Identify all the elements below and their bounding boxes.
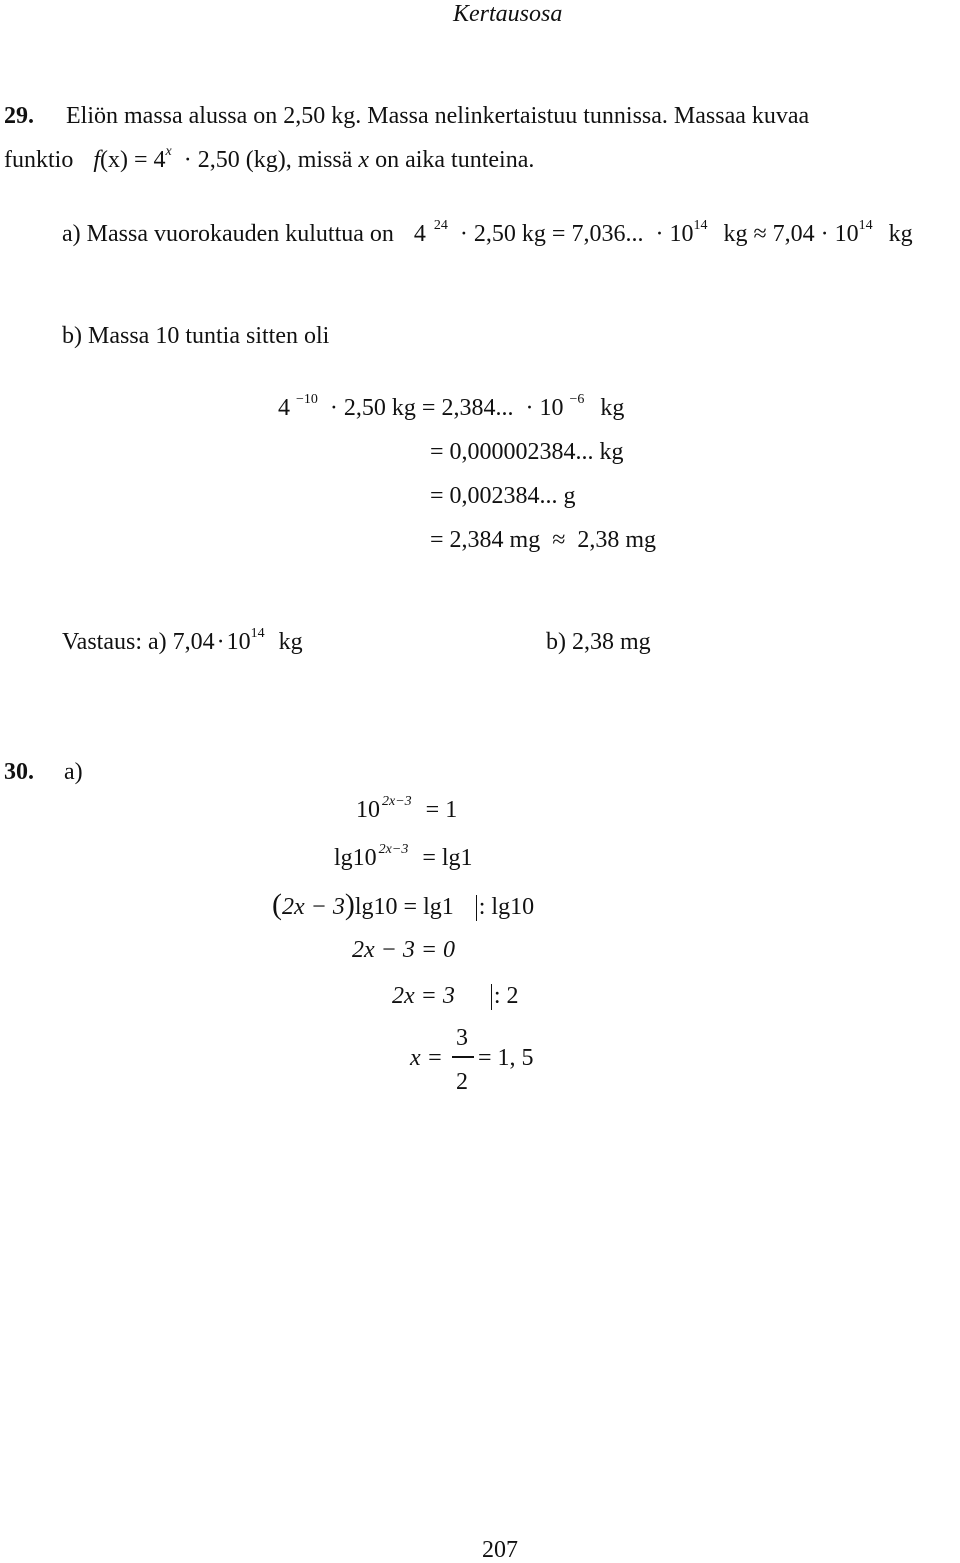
problem-29-line1: Eliön massa alussa on 2,50 kg. Massa nelinkertaistuu tunnissa. Massaa kuvaa: [66, 103, 810, 129]
function-f: f: [93, 147, 100, 173]
cdot: ·: [459, 221, 468, 247]
p30-row2: [334, 842, 473, 871]
cdot: ·: [525, 395, 534, 421]
fraction-numerator: 3: [456, 1025, 468, 1051]
part-a-exp: 24: [433, 218, 448, 233]
function-rest: 2,50 (kg), missä: [197, 147, 353, 173]
fraction-line: [452, 1056, 474, 1058]
p30-r3-open: (: [272, 888, 282, 921]
part-a-kg1: kg: [723, 221, 748, 247]
part-a-base: 4: [413, 221, 426, 247]
part-b-exp2: −6: [569, 392, 585, 407]
part-a-kg2: kg: [888, 221, 913, 247]
part-a-exp14a: 14: [693, 218, 708, 233]
p30-r2-lg: lg10: [334, 845, 377, 871]
part-a-lead: a) Massa vuorokauden kuluttua on: [62, 221, 394, 247]
cdot: ·: [655, 221, 664, 247]
problem-29-number: 29.: [4, 103, 34, 129]
funktio-word: funktio: [4, 147, 74, 173]
p30-r3-op: : lg10: [478, 894, 535, 920]
p30-r2-rhs: = lg1: [422, 845, 473, 871]
cdot: ·: [820, 221, 829, 247]
part-a-line: [62, 218, 913, 247]
function-exp: x: [165, 144, 172, 159]
part-a-ten2: 10: [834, 221, 859, 247]
answer-b: b) 2,38 mg: [546, 629, 651, 655]
fraction-denominator: 2: [456, 1069, 468, 1095]
answer-line: [62, 626, 303, 655]
part-b-row4: [430, 528, 656, 552]
function-arg: (x): [100, 147, 128, 173]
part-b-exp: −10: [296, 392, 318, 407]
part-b-row2: = 0,000002384... kg: [430, 439, 624, 465]
part-b-kg: kg: [600, 395, 625, 421]
p30-r1-ten: 10: [356, 797, 380, 823]
running-header: Kertausosa: [453, 1, 563, 27]
operation-bar: [476, 895, 477, 921]
part-b-row4-a: = 2,384 mg: [430, 527, 541, 553]
answer-exp: 14: [250, 626, 265, 641]
answer-lead: Vastaus: a) 7,04: [62, 629, 215, 655]
approx-symbol: ≈: [552, 527, 566, 553]
p30-r5: 2x = 3: [392, 983, 455, 1009]
approx-symbol: ≈: [753, 221, 767, 247]
variable-x: x: [358, 147, 370, 173]
cdot: ·: [216, 629, 225, 655]
part-b-lead: b) Massa 10 tuntia sitten oli: [62, 323, 330, 349]
part-b-base: 4: [278, 395, 290, 421]
p30-row3: [272, 890, 534, 921]
p30-r6-result: = 1, 5: [478, 1045, 534, 1071]
p30-r2-exp: 2x−3: [378, 842, 409, 857]
p30-r5-op: : 2: [493, 983, 519, 1009]
p30-r6-x: x =: [410, 1045, 443, 1071]
part-b-ten: 10: [539, 395, 564, 421]
part-a-val: 7,04: [772, 221, 815, 247]
part-b-row1: [278, 392, 625, 421]
cdot: ·: [183, 147, 192, 173]
page-number: 207: [482, 1537, 518, 1563]
problem-30-part: a): [64, 759, 83, 785]
p30-r3-inner: 2x − 3: [282, 894, 345, 920]
operation-bar: [491, 984, 492, 1010]
p30-row1: [356, 794, 458, 823]
cdot: ·: [329, 395, 338, 421]
part-b-mid: 2,50 kg = 2,384...: [343, 395, 514, 421]
p30-r3-rest: lg10 = lg1: [354, 894, 454, 920]
answer-ten: 10: [226, 629, 251, 655]
part-b-row4-b: 2,38 mg: [577, 527, 657, 553]
p30-r1-exp: 2x−3: [382, 794, 412, 809]
function-eq: = 4: [133, 147, 166, 173]
part-a-mid: 2,50 kg = 7,036...: [473, 221, 644, 247]
p30-r3-close: ): [344, 888, 355, 921]
problem-30-number: 30.: [4, 759, 34, 785]
part-a-ten1: 10: [669, 221, 694, 247]
answer-kg: kg: [278, 629, 303, 655]
p30-row5: [392, 984, 519, 1010]
p30-r1-rhs: = 1: [425, 797, 458, 823]
part-b-row3: = 0,002384... g: [430, 483, 576, 509]
p30-row4: 2x − 3 = 0: [352, 937, 456, 963]
problem-29-line2: [4, 144, 535, 173]
part-a-exp14b: 14: [858, 218, 873, 233]
function-end: on aika tunteina.: [375, 147, 535, 173]
